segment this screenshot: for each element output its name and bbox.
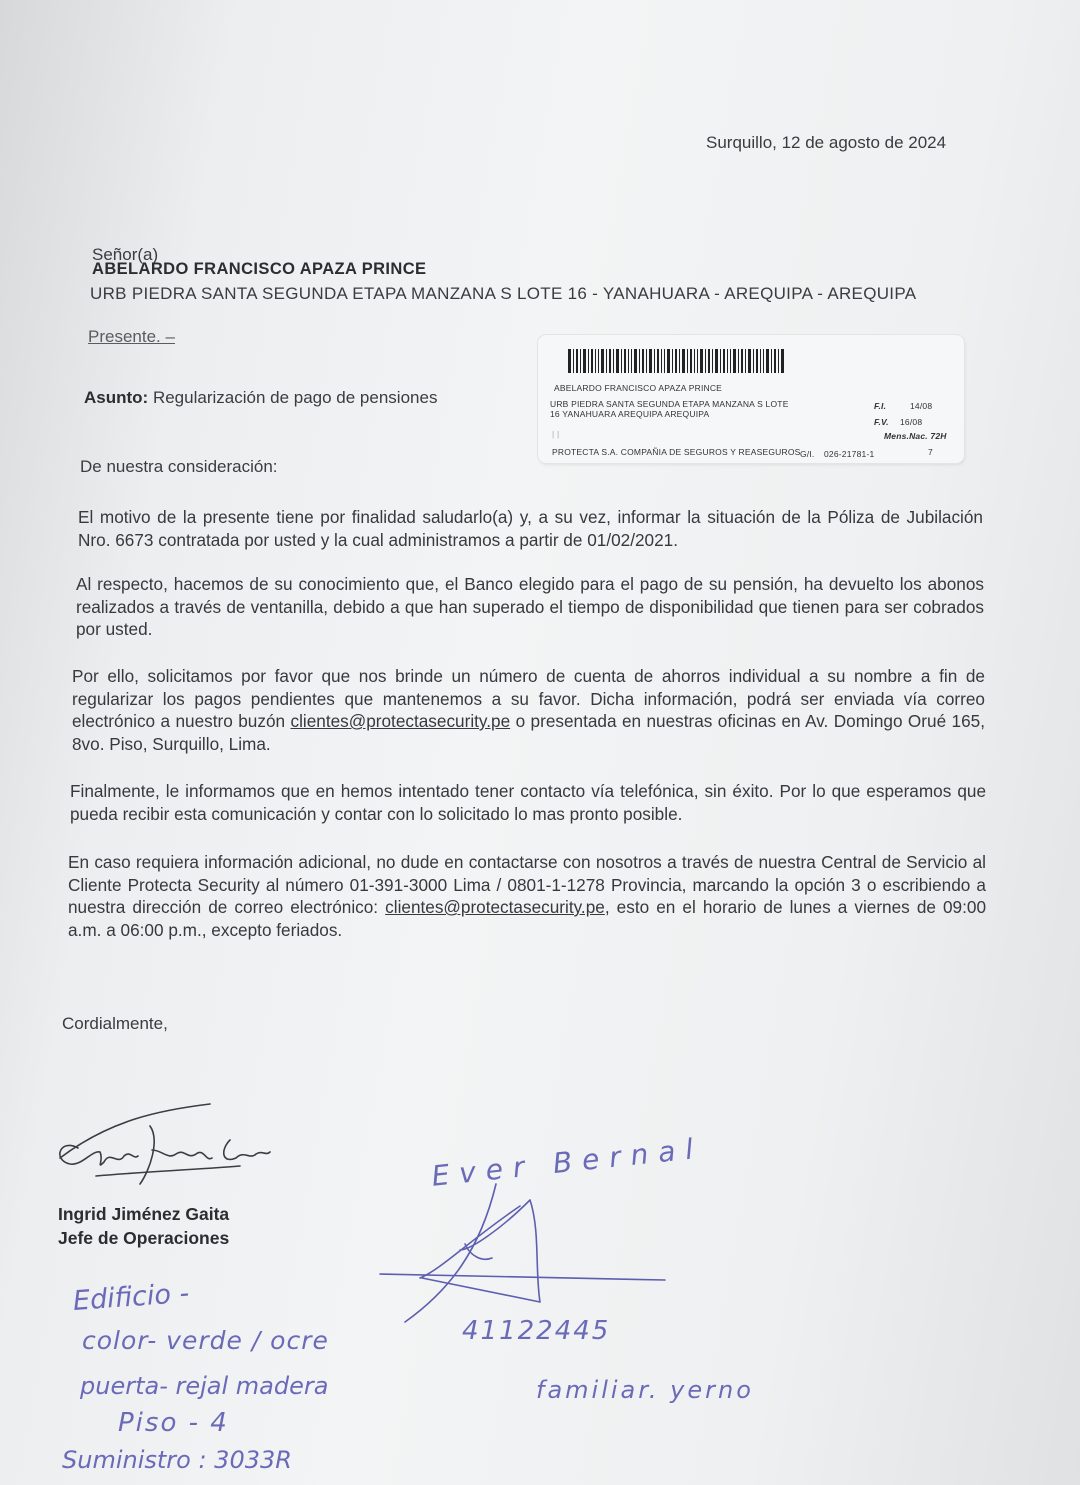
receiver-name: Ever Bernal [430,1131,705,1193]
presente-line: Presente. – [88,327,175,346]
label-gr: G/I. [800,449,815,459]
paragraph-1: El motivo de la presente tiene por finalidad saludarlo(a) y, a su vez, informar la situación de la Póliza de Jubilación Nro. 6673 contratada por usted y la cual administramos a partir de 01/02/2021. [78,507,983,550]
label-company: PROTECTA S.A. COMPAÑIA DE SEGUROS Y REASEGUROS [552,447,801,457]
note-line-4: Piso - 4 [118,1408,229,1438]
label-fv-value: 16/08 [900,417,923,427]
signer-name: Ingrid Jiménez Gaita [58,1204,230,1224]
receiver-relation: familiar. yerno [536,1376,754,1404]
paragraph-5-a: En caso requiera información adicional, no dude en contactarse con nosotros a través de nuestra Central de Servicio al Cliente Protecta Security al número 01-391-3000 Lima / 0801-1-1278 Provincia, marcando la opción 3 o escribiendo a nuestra dirección de correo electrónico: [68,852,986,917]
label-guide-number: 026-21781-1 [824,449,875,459]
label-fi-key: F.I. [874,401,887,411]
label-fi-value: 14/08 [910,401,933,411]
greeting: De nuestra consideración: [80,457,278,476]
signature-1 [60,1104,270,1184]
closing: Cordialmente, [62,1014,168,1033]
signature-2 [380,1184,665,1322]
note-line-5: Suministro : 3033R [62,1446,292,1474]
salutation: Señor(a) [92,245,159,264]
paragraph-3-a: Por ello, solicitamos por favor que nos brinde un número de cuenta de ahorros individual a su nombre a fin de regularizar los pagos pendientes que mantenemos a su favor. Dicha información, podrá ser enviada vía correo electrónico a nuestro buzón [72,666,985,731]
label-address-line2: 16 YANAHUARA AREQUIPA AREQUIPA [550,409,710,419]
recipient-address: URB PIEDRA SANTA SEGUNDA ETAPA MANZANA S LOTE 16 - YANAHUARA - AREQUIPA - AREQUIPA [90,284,917,303]
label-service: Mens.Nac. 72H [884,431,947,441]
signer-title: Jefe de Operaciones [58,1228,230,1248]
paragraph-5-b: , esto en el horario de lunes a viernes de 09:00 a.m. a 06:00 p.m., excepto feriados. [68,897,987,940]
email-link[interactable]: clientes@protectasecurity.pe [290,711,511,731]
recipient-name: ABELARDO FRANCISCO APAZA PRINCE [92,260,427,278]
email-link-2[interactable]: clientes@protectasecurity.pe [385,897,605,917]
paragraph-3-b: o presentada en nuestras oficinas en Av. Domingo Orué 165, 8vo. Piso, Surquillo, Lima. [72,711,985,754]
paragraph-2: Al respecto, hacemos de su conocimiento que, el Banco elegido para el pago de su pensión, ha devuelto los abonos realizados a través de ventanilla, debido a que han superado el tiempo de disponibilidad que tienen para ser cobrados por usted. [76,574,984,639]
label-fv-key: F.V. [874,417,889,427]
note-line-2: color- verde / ocre [82,1326,329,1355]
note-line-1: Edificio - [72,1277,191,1317]
subject-label: Asunto: [84,388,149,407]
note-line-3: puerta- rejal madera [80,1372,329,1400]
paragraph-4: Finalmente, le informamos que en hemos intentado tener contacto vía telefónica, sin éxito. Por lo que esperamos que pueda recibir esta comunicación y contar con lo solicitado lo mas pronto posible. [70,781,986,824]
receiver-id: 41122445 [462,1316,611,1346]
label-count: 7 [928,447,933,457]
subject-text: Regularización de pago de pensiones [152,388,438,407]
label-name: ABELARDO FRANCISCO APAZA PRINCE [554,383,723,393]
label-address-line1: URB PIEDRA SANTA SEGUNDA ETAPA MANZANA S LOTE [550,399,789,409]
letter-date: Surquillo, 12 de agosto de 2024 [706,133,947,152]
label-marks: | | [552,429,560,439]
